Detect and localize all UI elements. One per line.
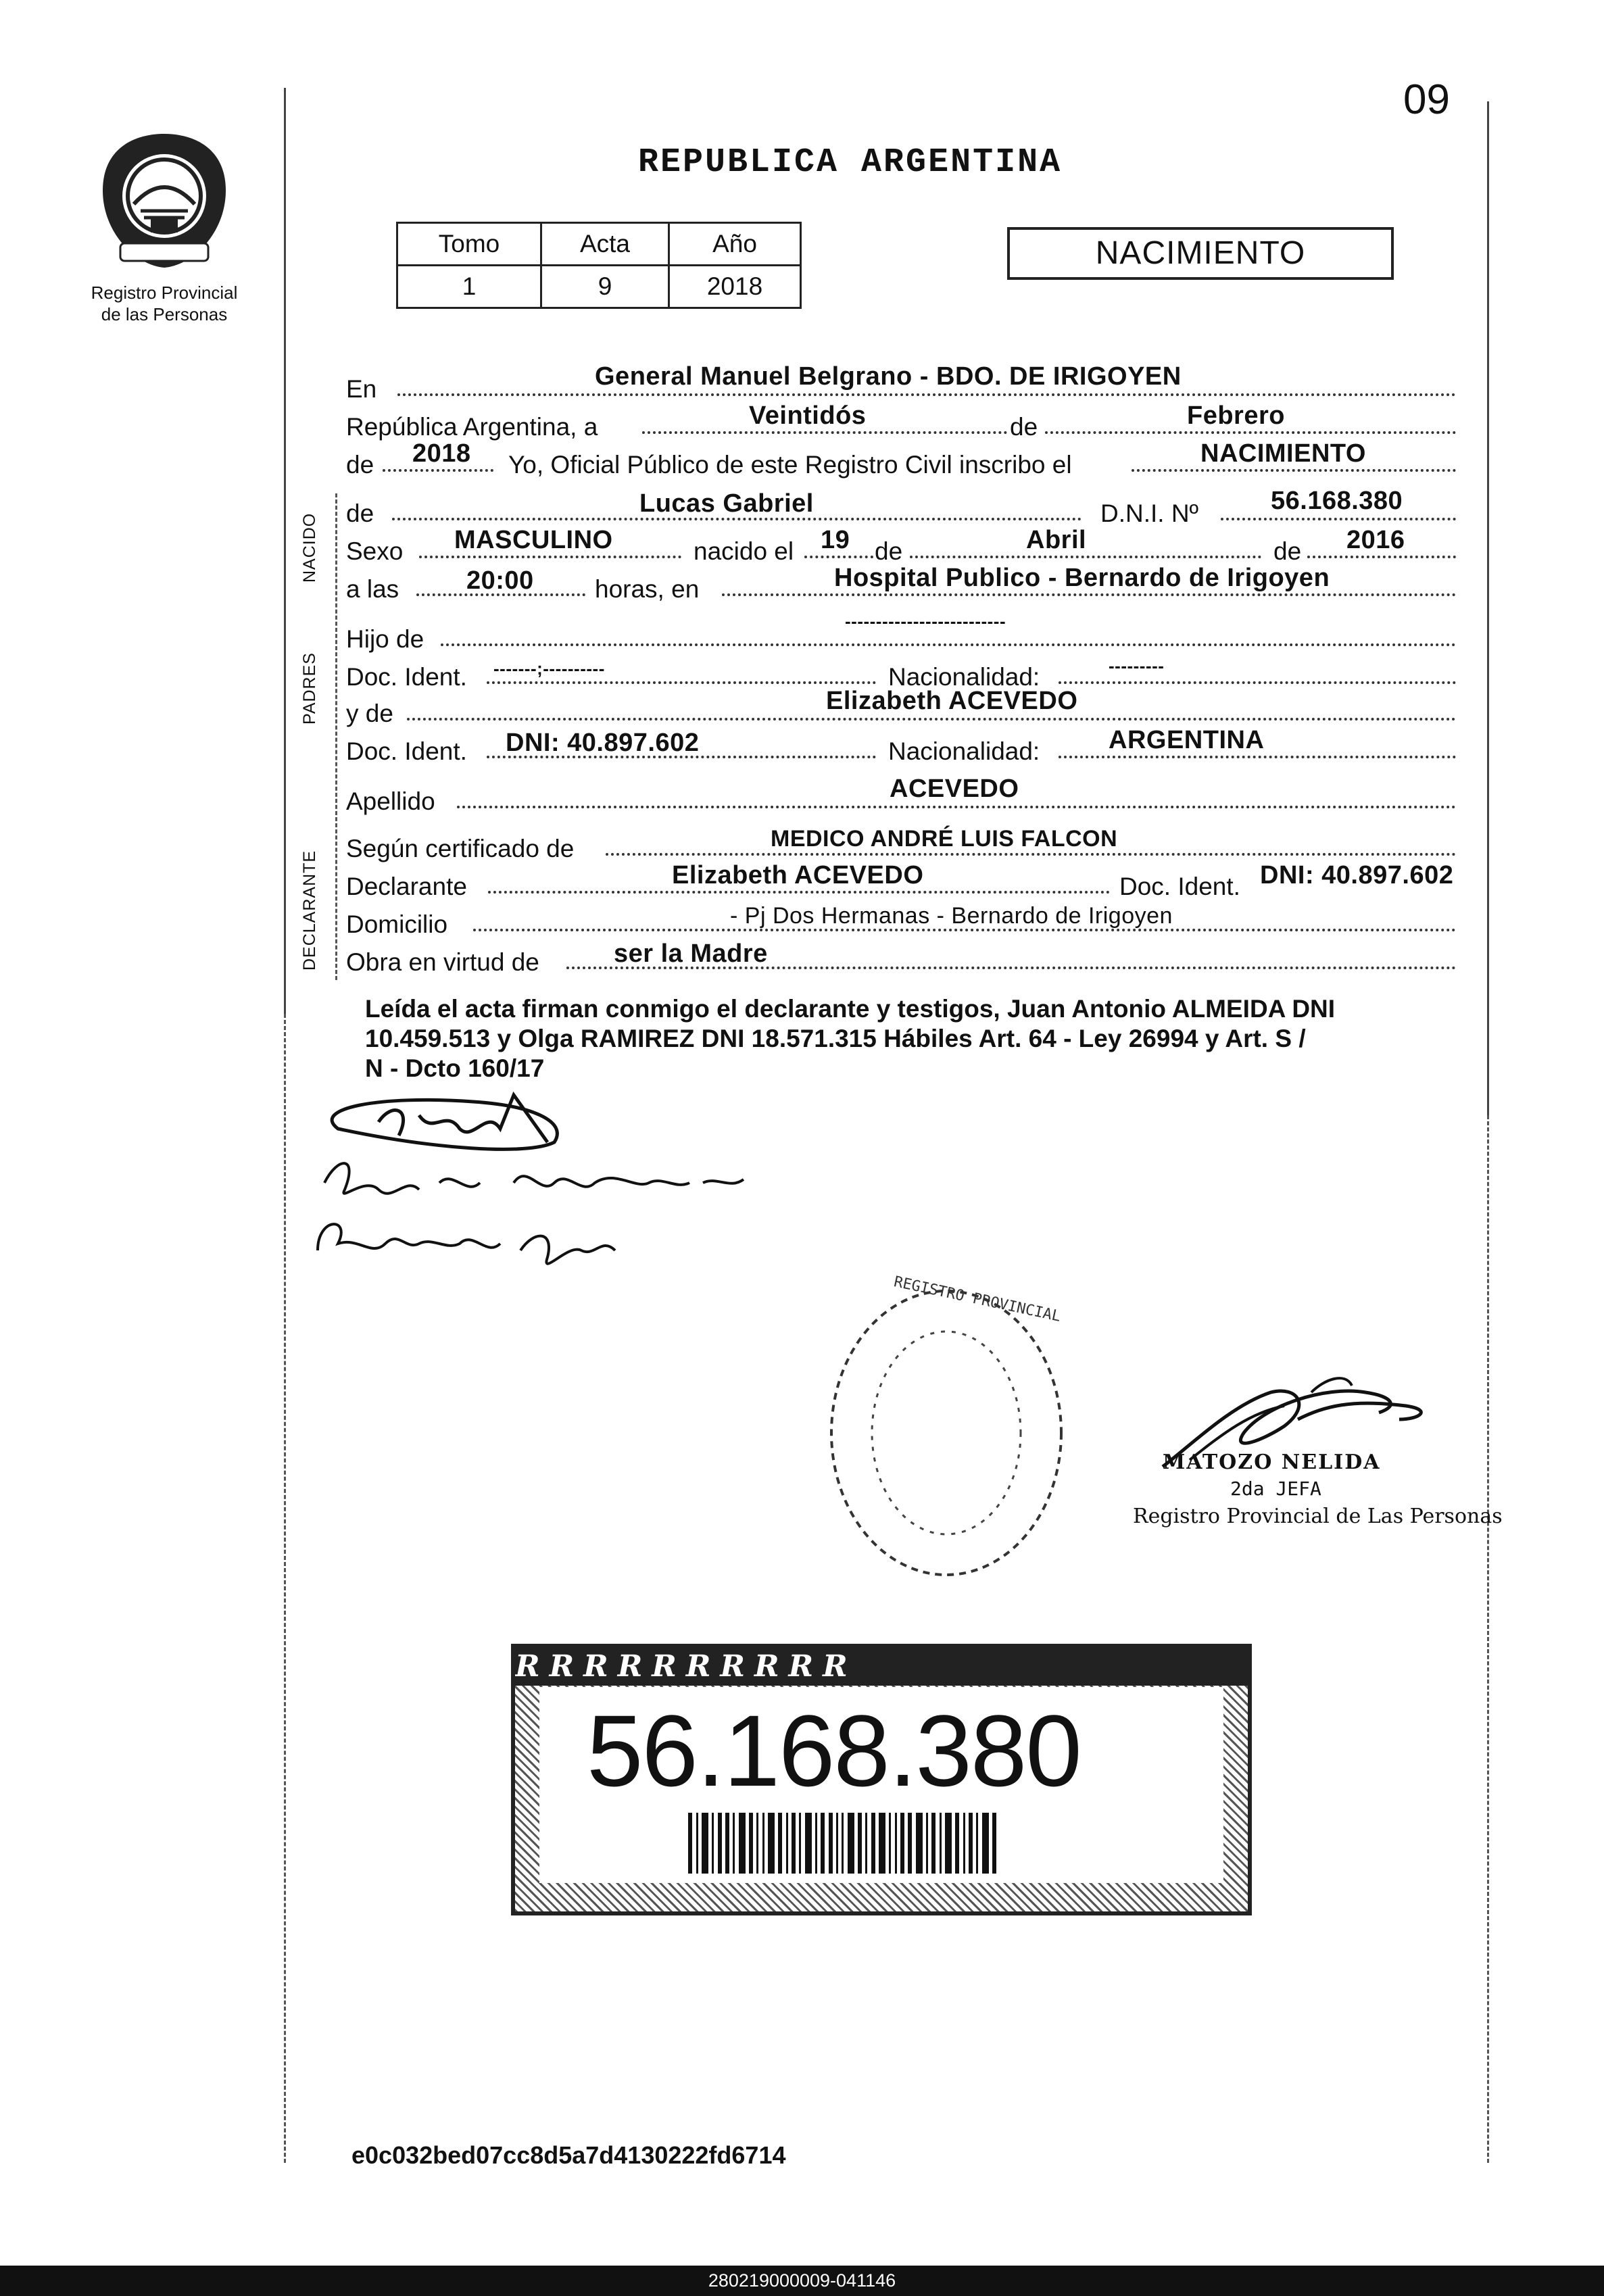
right-margin-line <box>1487 101 1489 1115</box>
segun-label: Según certificado de <box>346 835 575 862</box>
dotted-line <box>910 556 1261 558</box>
page-number: 09 <box>1403 76 1450 123</box>
day-value: Veintidós <box>749 401 867 430</box>
dotted-line <box>1045 431 1456 434</box>
barcode-bar <box>718 1813 722 1874</box>
dotted-line <box>804 556 873 558</box>
left-margin-dashed <box>284 1014 286 2163</box>
barcode-bar <box>963 1813 965 1874</box>
doc3-label: Doc. Ident. <box>1119 873 1240 900</box>
inscribo-value: NACIMIENTO <box>1200 439 1366 468</box>
declarante-label: Declarante <box>346 873 467 900</box>
table-header: Año <box>669 223 801 266</box>
birth-time: 20:00 <box>466 566 534 595</box>
document-hash: e0c032bed07cc8d5a7d4130222fd6714 <box>351 2141 786 2169</box>
birth-day: 19 <box>821 526 850 554</box>
logo-caption-2: de las Personas <box>101 304 228 324</box>
dotted-line <box>1132 469 1456 472</box>
barcode-bar <box>836 1813 838 1874</box>
dotted-line <box>407 718 1456 720</box>
dotted-line <box>397 393 1456 396</box>
segun-value: MEDICO ANDRÉ LUIS FALCON <box>771 826 1118 852</box>
footer-id-bar <box>0 2266 1604 2296</box>
barcode-bar <box>712 1813 714 1874</box>
yde-label: y de <box>346 700 393 727</box>
domicilio-label: Domicilio <box>346 910 448 938</box>
side-label-nacido: NACIDO <box>300 512 319 583</box>
year-value: 2018 <box>412 439 471 468</box>
province-seal-icon <box>93 130 235 272</box>
hijo-label: Hijo de <box>346 625 424 653</box>
security-number: 56.168.380 <box>587 1694 1081 1807</box>
dotted-line <box>1059 756 1456 758</box>
barcode-bar <box>762 1813 764 1874</box>
apellido-label: Apellido <box>346 787 435 815</box>
section-divider <box>335 493 337 980</box>
barcode-bar <box>908 1813 912 1874</box>
table-header: Acta <box>541 223 669 266</box>
record-table <box>396 222 802 309</box>
security-label <box>511 1644 1252 1915</box>
dotted-line <box>642 431 1007 434</box>
official-name: MATOZO NELIDA <box>1163 1450 1381 1474</box>
dotted-line <box>487 681 876 684</box>
en-label: En <box>346 375 377 403</box>
barcode-bar <box>871 1813 875 1874</box>
barcode-bar <box>865 1813 867 1874</box>
barcode-bar <box>702 1813 708 1874</box>
barcode-bar <box>889 1813 891 1874</box>
dni-value: 56.168.380 <box>1271 487 1403 515</box>
barcode-bar <box>969 1813 973 1874</box>
right-margin-dashed <box>1487 1115 1489 2163</box>
official-stamp <box>818 1273 1075 1588</box>
closing-line-3: N - Dcto 160/17 <box>365 1054 545 1082</box>
dotted-line <box>606 853 1456 856</box>
year-prefix: de <box>346 451 374 479</box>
barcode-bar <box>842 1813 844 1874</box>
barcode-bar <box>931 1813 935 1874</box>
child-name: Lucas Gabriel <box>639 489 814 518</box>
barcode-bar <box>792 1813 796 1874</box>
province-logo <box>93 130 235 272</box>
barcode-bar <box>848 1813 854 1874</box>
side-label-declarante: DECLARANTE <box>300 850 319 971</box>
month-value: Febrero <box>1187 401 1285 430</box>
dotted-line <box>1221 518 1456 520</box>
closing-line-1: Leída el acta firman conmigo el declarante y testigos, Juan Antonio ALMEIDA DNI <box>365 995 1336 1023</box>
act-type-box <box>1007 227 1394 280</box>
nac2-value: ARGENTINA <box>1109 726 1265 754</box>
barcode-bar <box>900 1813 904 1874</box>
barcode-bar <box>688 1813 692 1874</box>
witness-signatures <box>297 1081 811 1277</box>
barcode-bar <box>696 1813 698 1874</box>
doc1-value: -------;---------- <box>493 658 605 679</box>
doc2-value: DNI: 40.897.602 <box>506 729 700 757</box>
en-value: General Manuel Belgrano - BDO. DE IRIGOYEN <box>595 362 1182 391</box>
security-label-body <box>539 1687 1223 1883</box>
act-type: NACIMIENTO <box>1095 235 1306 271</box>
hijo-value: -------------------------- <box>845 611 1006 631</box>
birth-month: Abril <box>1026 526 1087 554</box>
dotted-line <box>488 891 1110 894</box>
official-role: 2da JEFA <box>1230 1477 1321 1500</box>
barcode-bar <box>756 1813 758 1874</box>
obra-value: ser la Madre <box>614 939 768 968</box>
dotted-line <box>441 643 1456 646</box>
nac1-label: Nacionalidad: <box>888 663 1040 691</box>
barcode-bar <box>739 1813 746 1874</box>
table-cell: 2018 <box>669 266 801 308</box>
sexo-value: MASCULINO <box>454 526 613 554</box>
table-header: Tomo <box>397 223 541 266</box>
barcode-bar <box>976 1813 978 1874</box>
barcode-bar <box>815 1813 817 1874</box>
barcode-bar <box>786 1813 788 1874</box>
barcode-bar <box>879 1813 885 1874</box>
dotted-line <box>457 806 1456 808</box>
domicilio-value: - Pj Dos Hermanas - Bernardo de Irigoyen <box>730 903 1173 929</box>
barcode-bar <box>749 1813 753 1874</box>
stamp-oval-icon <box>818 1277 1075 1588</box>
alas-label: a las <box>346 575 399 603</box>
barcode-bar <box>945 1813 952 1874</box>
barcode-bar <box>799 1813 801 1874</box>
table-cell: 1 <box>397 266 541 308</box>
oficial-text: Yo, Oficial Público de este Registro Civil inscribo el <box>508 451 1072 479</box>
barcode-bar <box>982 1813 989 1874</box>
obra-label: Obra en virtud de <box>346 948 539 976</box>
doc3-value: DNI: 40.897.602 <box>1260 861 1454 889</box>
table-cell: 9 <box>541 266 669 308</box>
republica-label: República Argentina, a <box>346 413 598 441</box>
de-label: de <box>1010 413 1038 441</box>
official-office: Registro Provincial de Las Personas <box>1133 1505 1503 1528</box>
dni-label: D.N.I. Nº <box>1100 499 1199 527</box>
apellido-value: ACEVEDO <box>890 775 1019 803</box>
dotted-line <box>722 593 1456 596</box>
closing-line-2: 10.459.513 y Olga RAMIREZ DNI 18.571.315 Hábiles Art. 64 - Ley 26994 y Art. S / <box>365 1025 1306 1052</box>
left-margin-line <box>284 88 286 1014</box>
de2-label: de <box>346 499 374 527</box>
dotted-line <box>383 469 493 472</box>
nac1-value: --------- <box>1109 656 1165 676</box>
doc1-label: Doc. Ident. <box>346 663 467 691</box>
doc2-label: Doc. Ident. <box>346 737 467 765</box>
barcode-bar <box>829 1813 833 1874</box>
declarante-value: Elizabeth ACEVEDO <box>672 861 924 889</box>
de4-label: de <box>1273 537 1302 565</box>
nac2-label: Nacionalidad: <box>888 737 1040 765</box>
birth-year: 2016 <box>1346 526 1405 554</box>
stamp-text: REGISTRO PROVINCIAL <box>892 1273 1063 1325</box>
barcode-bar <box>926 1813 928 1874</box>
horas-label: horas, en <box>595 575 700 603</box>
security-band: RRRRRRRRRR <box>515 1648 1248 1686</box>
footer-id: 280219000009-041146 <box>708 2270 896 2291</box>
document-title: REPUBLICA ARGENTINA <box>638 143 1063 182</box>
barcode-bar <box>916 1813 923 1874</box>
nacido-label: nacido el <box>694 537 794 565</box>
dotted-line <box>1059 681 1456 684</box>
barcode-bar <box>895 1813 897 1874</box>
barcode-bar <box>858 1813 862 1874</box>
logo-caption-1: Registro Provincial <box>91 283 238 303</box>
barcode-bar <box>992 1813 996 1874</box>
side-label-padres: PADRES <box>300 652 319 725</box>
barcode-bar <box>955 1813 959 1874</box>
dotted-line <box>419 556 681 558</box>
barcode-bar <box>725 1813 729 1874</box>
birth-place: Hospital Publico - Bernardo de Irigoyen <box>834 564 1330 592</box>
barcode-bar <box>778 1813 782 1874</box>
barcode-bar <box>821 1813 825 1874</box>
barcode-bar <box>805 1813 812 1874</box>
de3-label: de <box>875 537 903 565</box>
barcode <box>688 1813 1121 1874</box>
mother-name: Elizabeth ACEVEDO <box>826 687 1078 715</box>
sexo-label: Sexo <box>346 537 404 565</box>
dotted-line <box>1307 556 1456 558</box>
barcode-bar <box>768 1813 775 1874</box>
barcode-bar <box>940 1813 942 1874</box>
barcode-bar <box>733 1813 735 1874</box>
